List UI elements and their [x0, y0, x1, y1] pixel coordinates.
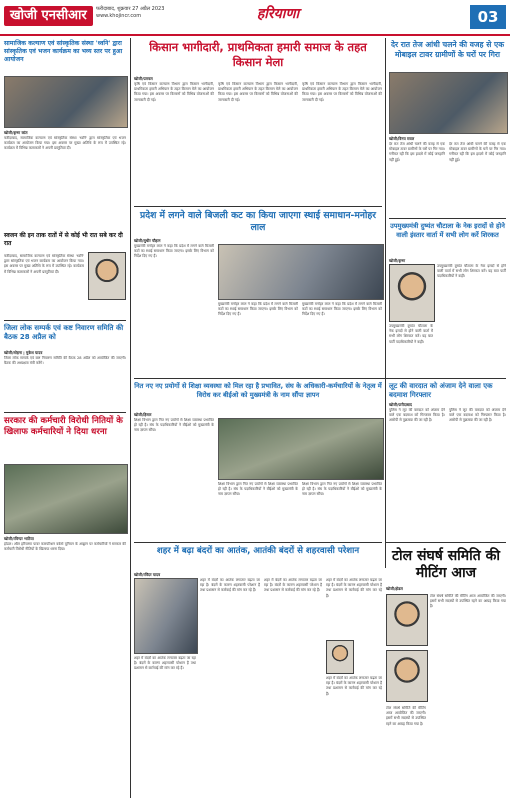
column-rule — [385, 38, 386, 568]
divider — [4, 412, 126, 413]
lead-headline: किसान भागीदारी, प्राथमिकता हमारी समाज के तहत किसान मेला — [149, 40, 367, 69]
headline-committee: जिला लोक सम्पर्क एवं कष्ट निवारण समिति की बैठक 28 अप्रैल को — [4, 324, 124, 341]
byline: खोजी/विनय रावल — [389, 136, 415, 141]
portrait-photo — [326, 640, 354, 674]
article-body: शहर में बंदरों का आतंक लगातार बढ़ता जा रहा है। बंदरों के कारण शहरवासी परेशान हैं तथा प्रशासन से कार्रवाई की मांग कर रहे हैं। — [134, 656, 196, 671]
photo-protest — [4, 464, 128, 534]
article-body: मुख्यमंत्री मनोहर लाल ने कहा कि प्रदेश में लगने वाले बिजली कटों का स्थाई समाधान किया जाएगा। इसके लिए विभाग को निर्देश दिए गए हैं। — [134, 244, 214, 259]
photo-meeting — [218, 244, 384, 300]
article-body: फरीदाबाद, सामाजिक कल्याण एवं सांस्कृतिक संस्था 'ध्वनि' द्वारा सांस्कृतिक एवं भजन कार्यक्रम का आयोजन किया गया। इस अवसर पर मुख्य अतिथि के रूप में उपस्थित रहे। कार्यक्रम में विभिन्न कलाकारों ने अपनी प्रस्तुतियां दीं। — [4, 254, 84, 274]
byline: खोजी/हिसार — [134, 412, 152, 417]
dateline-site: www.khojincr.com — [96, 13, 142, 19]
divider — [134, 206, 382, 207]
article-body: कृषि एवं किसान कल्याण विभाग द्वारा किसान भागीदारी, प्राथमिकता हमारी अभियान के तहत किसान मेले का आयोजन किया गया। इस अवसर पर किसानों को विभिन्न योजनाओं की जानकारी दी गई। — [302, 82, 382, 102]
byline: खोजी/होडल — [386, 586, 403, 591]
article-body: शहर में बंदरों का आतंक लगातार बढ़ता जा रहा है। बंदरों के कारण शहरवासी परेशान हैं तथा प्रशासन से कार्रवाई की मांग कर रहे हैं। — [200, 578, 260, 593]
article-body: शहर में बंदरों का आतंक लगातार बढ़ता जा रहा है। बंदरों के कारण शहरवासी परेशान हैं तथा प्रशासन से कार्रवाई की मांग कर रहे हैं। — [264, 578, 322, 593]
headline-education: नित नए नए प्रयोगों से शिक्षा व्यवस्था को मिल रहा है प्रभावित, संघ के अधिकारी-कर्मचारियों के नेतृत्व में विरोध कर बीईओ को मुख्यमंत्री के नाम सौंपा ज्ञापन — [134, 382, 382, 399]
divider — [134, 542, 382, 543]
article-body: कृषि एवं किसान कल्याण विभाग द्वारा किसान भागीदारी, प्राथमिकता हमारी अभियान के तहत किसान मेले का आयोजन किया गया। इस अवसर पर किसानों को विभिन्न योजनाओं की जानकारी दी गई। — [134, 82, 214, 102]
byline: खोजी/पलवल — [134, 76, 153, 81]
article-body: शिक्षा विभाग द्वारा नित नए प्रयोगों से शिक्षा व्यवस्था प्रभावित हो रही है। संघ के पदाधिकारियों ने बीईओ को मुख्यमंत्री के नाम ज्ञापन सौंपा। — [134, 418, 214, 433]
article-body: शहर में बंदरों का आतंक लगातार बढ़ता जा रहा है। बंदरों के कारण शहरवासी परेशान हैं तथा प्रशासन से कार्रवाई की मांग कर रहे हैं। — [326, 578, 382, 598]
article-body: फरीदाबाद, सामाजिक कल्याण एवं सांस्कृतिक संस्था 'ध्वनि' द्वारा सांस्कृतिक एवं भजन कार्यक्रम का आयोजन किया गया। इस अवसर पर मुख्य अतिथि के रूप में उपस्थित रहे। कार्यक्रम में विभिन्न कलाकारों ने अपनी प्रस्तुतियां दीं। — [4, 136, 126, 151]
dateline — [96, 6, 164, 20]
article-body: उपमुख्यमंत्री दुष्यंत चौटाला के नेक इरादों से होने वाली वार्ता में सभी लोग शिरकत करें। यह बात पार्टी पदाधिकारियों ने कही। — [389, 324, 433, 344]
column-rule — [130, 38, 131, 798]
portrait-photo — [386, 650, 428, 702]
portrait-photo — [386, 594, 428, 646]
article-body: टोल संघर्ष समिति की मीटिंग आज आयोजित की जाएगी। इसमें सभी सदस्यों से उपस्थित रहने का आग्रह किया गया है। — [430, 594, 506, 609]
byline: खोजी/कृष्ण कांत — [4, 130, 28, 135]
divider — [4, 320, 126, 321]
article-body: शहर में बंदरों का आतंक लगातार बढ़ता जा रहा है। बंदरों के कारण शहरवासी परेशान हैं तथा प्रशासन से कार्रवाई की मांग कर रहे हैं। — [326, 676, 382, 696]
article-body: जिला लोक सम्पर्क एवं कष्ट निवारण समिति की बैठक 28 अप्रैल को आयोजित की जाएगी। बैठक की अध्यक्षता मंत्री करेंगे। — [4, 356, 126, 366]
photo-tower — [389, 72, 508, 134]
article-body: देर रात तेज आंधी चलने की वजह से एक मोबाइल टावर ग्रामीणों के घरों पर गिर गया। गनीमत रही कि इस हादसे में कोई जनहानि नहीं हुई। — [389, 142, 445, 162]
photo-memorandum — [218, 418, 384, 480]
headline-tower: देर रात तेज आंधी चलने की वजह से एक मोबाइल टावर ग्रामीणों के घरों पर गिरा — [390, 40, 505, 59]
headline-employees-protest: सरकार की कर्मचारी विरोधी नितियों के खिलाफ कर्मचारियों ने दिया धरना — [4, 416, 123, 437]
portrait-photo — [389, 264, 435, 322]
article-body: होडल। ऑल हरियाणा पावर कारपोरेशन वर्कर्स यूनियन के आह्वान पर कर्मचारियों ने सरकार की कर्मचारी विरोधी नीतियों के खिलाफ धरना दिया। — [4, 542, 126, 552]
byline: खोजी/सोहना | मुकेश यादव — [4, 350, 43, 355]
article-body: पुलिस ने लूट की वारदात को अंजाम देने वाले एक बदमाश को गिरफ्तार किया है। आरोपी से पूछताछ की जा रही है। — [389, 408, 445, 423]
divider — [389, 218, 506, 219]
brand-logo: खोजी एनसीआर — [4, 6, 93, 26]
page-number: 03 — [470, 5, 506, 29]
byline: खोजी/रविंदर यादव — [134, 572, 161, 577]
pullquote: स्वजन की इन ताक रातों में से कोई भी रात सबे कर दी रात — [4, 232, 123, 247]
headline-toll: टोल संघर्ष समिति की मीटिंग आज — [391, 548, 501, 581]
section-title: हरियाणा — [256, 6, 300, 22]
headline-dushyant: उपमुख्यमंत्री दुष्यंत चौटाला के नेक इरादों से होने वाली इंस्तार वार्ता में सभी लोग करें शिरकत — [390, 222, 505, 239]
dateline-date: फरीदाबाद, शुक्रवार 27 अप्रैल 2023 — [96, 6, 165, 12]
article-body: पुलिस ने लूट की वारदात को अंजाम देने वाले एक बदमाश को गिरफ्तार किया है। आरोपी से पूछताछ की जा रही है। — [449, 408, 506, 423]
byline: खोजी/कृष्ण — [389, 258, 406, 263]
article-body: देर रात तेज आंधी चलने की वजह से एक मोबाइल टावर ग्रामीणों के घरों पर गिर गया। गनीमत रही कि इस हादसे में कोई जनहानि नहीं हुई। — [449, 142, 506, 162]
headline-monkeys: शहर में बढ़ा बंदरों का आतंक, आतंकी बंदरों से शहरवासी परेशान — [156, 546, 360, 556]
article-body: टोल संघर्ष समिति की मीटिंग आज आयोजित की जाएगी। इसमें सभी सदस्यों से उपस्थित रहने का आग्रह किया गया है। — [386, 706, 426, 726]
headline-electricity: प्रदेश में लगने वाले बिजली कट का किया जाएगा स्थाई समाधान-मनोहर लाल — [140, 210, 376, 233]
portrait-photo — [88, 252, 126, 300]
photo-monkey — [134, 578, 198, 654]
divider — [386, 542, 506, 543]
article-body: शिक्षा विभाग द्वारा नित नए प्रयोगों से शिक्षा व्यवस्था प्रभावित हो रही है। संघ के पदाधिकारियों ने बीईओ को मुख्यमंत्री के नाम ज्ञापन सौंपा। — [302, 482, 382, 497]
divider — [134, 378, 506, 379]
article-body: कृषि एवं किसान कल्याण विभाग द्वारा किसान भागीदारी, प्राथमिकता हमारी अभियान के तहत किसान मेले का आयोजन किया गया। इस अवसर पर किसानों को विभिन्न योजनाओं की जानकारी दी गई। — [218, 82, 298, 102]
byline: खोजी/फरीदाबाद — [389, 402, 412, 407]
article-body: शिक्षा विभाग द्वारा नित नए प्रयोगों से शिक्षा व्यवस्था प्रभावित हो रही है। संघ के पदाधिकारियों ने बीईओ को मुख्यमंत्री के नाम ज्ञापन सौंपा। — [218, 482, 298, 497]
article-body: मुख्यमंत्री मनोहर लाल ने कहा कि प्रदेश में लगने वाले बिजली कटों का स्थाई समाधान किया जाएगा। इसके लिए विभाग को निर्देश दिए गए हैं। — [218, 302, 298, 317]
article-body: उपमुख्यमंत्री दुष्यंत चौटाला के नेक इरादों से होने वाली वार्ता में सभी लोग शिरकत करें। यह बात पार्टी पदाधिकारियों ने कही। — [437, 264, 506, 279]
headline-culture: सामाजिक कल्याण एवं सांस्कृतिक संस्था 'ध्वनि' द्वारा सांस्कृतिक एवं भजन कार्यक्रम का भव्य स्तर पर हुआ आयोजन — [4, 40, 123, 63]
byline: खोजी/सुधीर चौहान — [134, 238, 161, 243]
photo-culture-event — [4, 76, 128, 128]
headline-loot: लूट की वारदात को अंजाम देने वाला एक बदमाश गिरफ्तार — [389, 382, 493, 399]
article-body: मुख्यमंत्री मनोहर लाल ने कहा कि प्रदेश में लगने वाले बिजली कटों का स्थाई समाधान किया जाएगा। इसके लिए विभाग को निर्देश दिए गए हैं। — [302, 302, 382, 317]
byline: खोजी/रविन्दर भाटिया — [4, 536, 34, 541]
